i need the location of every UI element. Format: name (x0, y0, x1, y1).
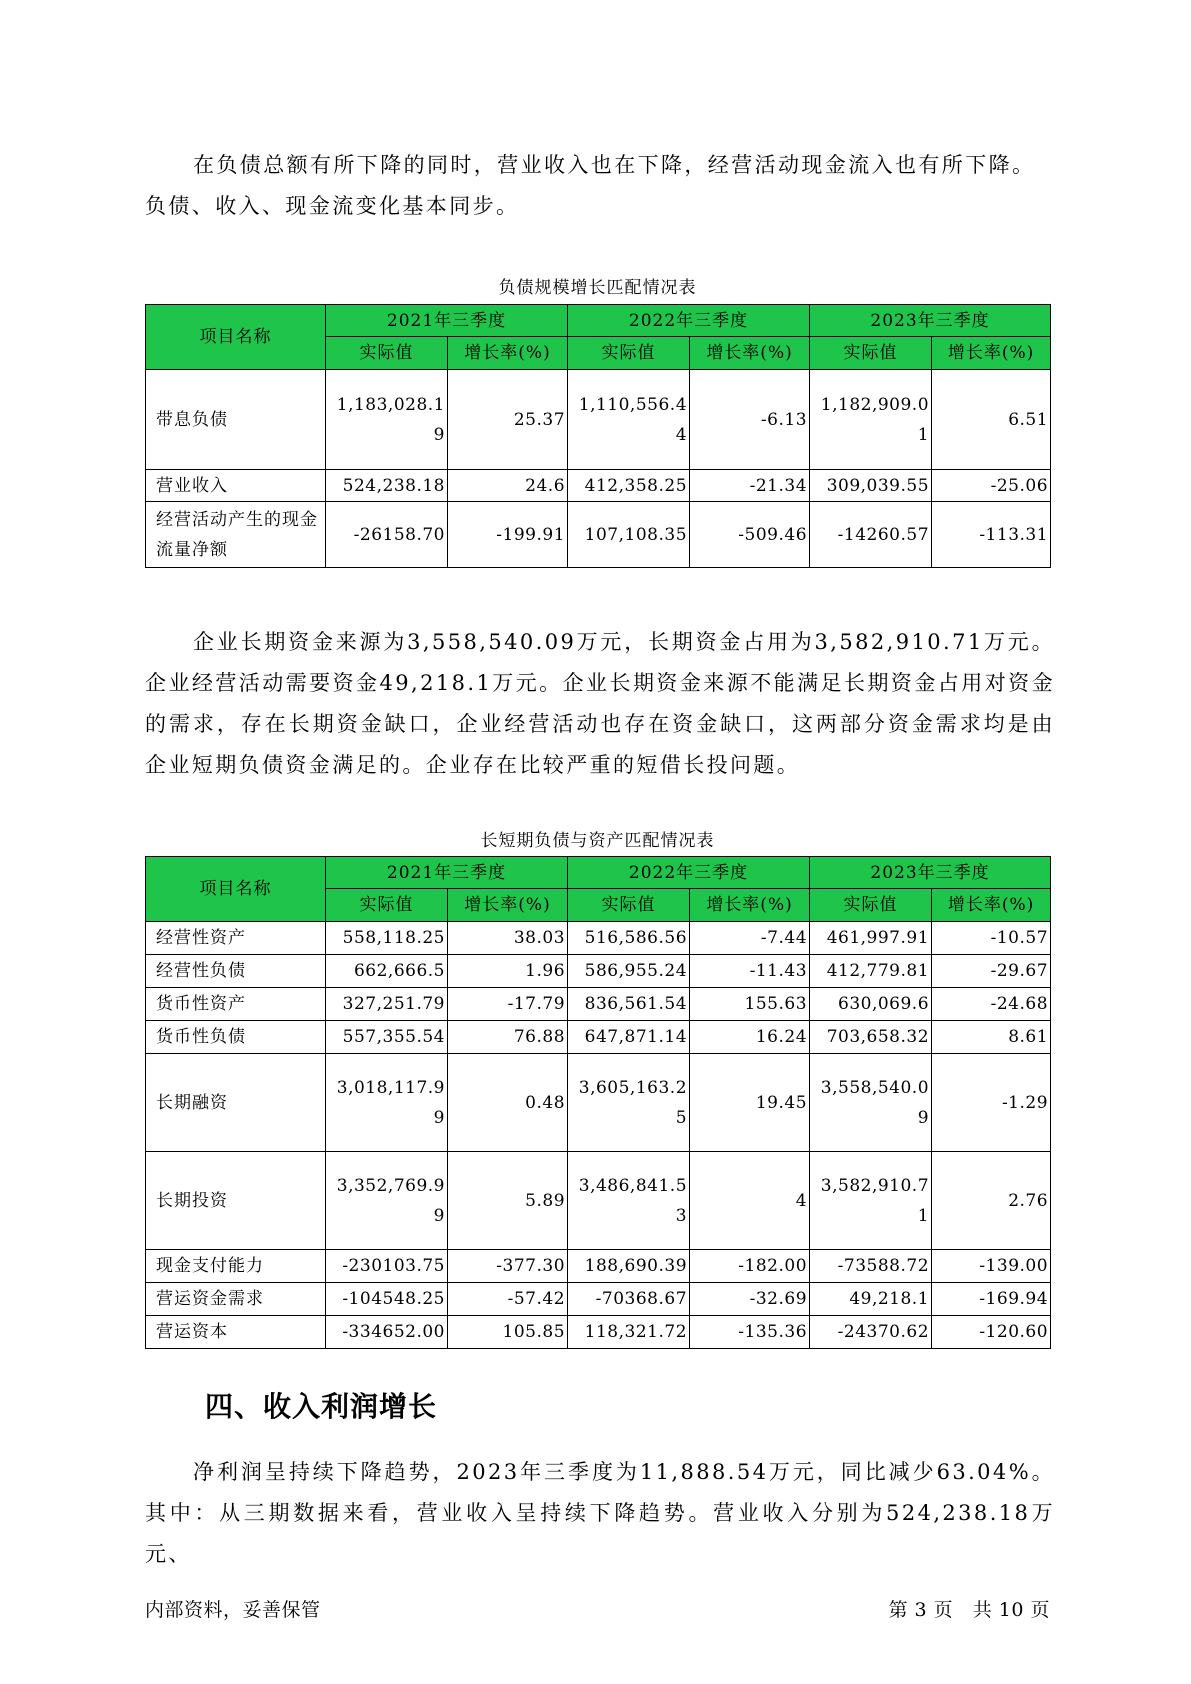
cell-value: -29.67 (932, 955, 1051, 988)
cell-value: 3,558,540.09 (810, 1054, 932, 1152)
cell-value: -7.44 (690, 922, 810, 955)
cell-value: 630,069.6 (810, 988, 932, 1021)
header-period: 2023年三季度 (810, 857, 1051, 889)
cell-value: 662,666.5 (326, 955, 448, 988)
cell-value: 3,582,910.71 (810, 1152, 932, 1250)
cell-value: 309,039.55 (810, 470, 932, 502)
row-label: 长期融资 (146, 1054, 326, 1152)
header-item-name: 项目名称 (146, 305, 326, 370)
cell-value: 412,358.25 (568, 470, 690, 502)
cell-value: 188,690.39 (568, 1250, 690, 1283)
table-row (146, 470, 1051, 502)
cell-value: -169.94 (932, 1283, 1051, 1316)
cell-value: -6.13 (690, 370, 810, 470)
cell-value: -1.29 (932, 1054, 1051, 1152)
cell-value: -182.00 (690, 1250, 810, 1283)
header-period: 2021年三季度 (326, 305, 568, 337)
cell-value: 25.37 (448, 370, 568, 470)
cell-value: -57.42 (448, 1283, 568, 1316)
row-label: 营运资金需求 (146, 1283, 326, 1316)
row-label: 经营性资产 (146, 922, 326, 955)
cell-value: 647,871.14 (568, 1021, 690, 1054)
cell-value: -21.34 (690, 470, 810, 502)
cell-value: 1,182,909.01 (810, 370, 932, 470)
cell-value: 2.76 (932, 1152, 1051, 1250)
cell-value: -32.69 (690, 1283, 810, 1316)
cell-value: 836,561.54 (568, 988, 690, 1021)
header-actual-value: 实际值 (326, 337, 448, 370)
cell-value: 38.03 (448, 922, 568, 955)
cell-value: 557,355.54 (326, 1021, 448, 1054)
footer-confidential-note: 内部资料，妥善保管 (145, 1599, 321, 1621)
row-label: 营业收入 (146, 470, 326, 502)
cell-value: 412,779.81 (810, 955, 932, 988)
cell-value: -113.31 (932, 502, 1051, 568)
table-row (146, 1316, 1051, 1349)
cell-value: -10.57 (932, 922, 1051, 955)
cell-value: 155.63 (690, 988, 810, 1021)
cell-value: -24370.62 (810, 1316, 932, 1349)
table-row (146, 502, 1051, 568)
header-growth-rate: 增长率(%) (690, 337, 810, 370)
row-label: 经营性负债 (146, 955, 326, 988)
cell-value: -334652.00 (326, 1316, 448, 1349)
cell-value: -17.79 (448, 988, 568, 1021)
header-growth-rate: 增长率(%) (932, 337, 1051, 370)
cell-value: 327,251.79 (326, 988, 448, 1021)
section-heading: 四、收入利润增长 (205, 1390, 438, 1423)
cell-value: 1.96 (448, 955, 568, 988)
cell-value: 0.48 (448, 1054, 568, 1152)
cell-value: 1,183,028.19 (326, 370, 448, 470)
row-label: 带息负债 (146, 370, 326, 470)
paragraph-2: 企业长期资金来源为3,558,540.09万元，长期资金占用为3,582,910.71万元。企业经营活动需要资金49,218.1万元。企业长期资金来源不能满足长期资金占用对资金的需求，存在长期资金缺口，企业经营活动也存在资金缺口，这两部分资金需求均是由企业短期负债资金满足的。企业存在比较严重的短借长投问题。 (145, 630, 1055, 777)
header-actual-value: 实际值 (568, 889, 690, 922)
paragraph-1-line-2: 负债、收入、现金流变化基本同步。 (145, 194, 520, 218)
table-row (146, 1054, 1051, 1152)
header-actual-value: 实际值 (810, 337, 932, 370)
header-growth-rate: 增长率(%) (932, 889, 1051, 922)
cell-value: -139.00 (932, 1250, 1051, 1283)
cell-value: -14260.57 (810, 502, 932, 568)
header-actual-value: 实际值 (810, 889, 932, 922)
table-row (146, 955, 1051, 988)
cell-value: 516,586.56 (568, 922, 690, 955)
cell-value: 107,108.35 (568, 502, 690, 568)
cell-value: 105.85 (448, 1316, 568, 1349)
cell-value: 118,321.72 (568, 1316, 690, 1349)
table-row (146, 988, 1051, 1021)
header-actual-value: 实际值 (568, 337, 690, 370)
cell-value: -25.06 (932, 470, 1051, 502)
cell-value: -135.36 (690, 1316, 810, 1349)
liability-asset-matching-table (145, 856, 1051, 1349)
cell-value: 524,238.18 (326, 470, 448, 502)
cell-value: -120.60 (932, 1316, 1051, 1349)
cell-value: 3,605,163.25 (568, 1054, 690, 1152)
cell-value: 76.88 (448, 1021, 568, 1054)
cell-value: 19.45 (690, 1054, 810, 1152)
header-period: 2022年三季度 (568, 857, 810, 889)
paragraph-3: 净利润呈持续下降趋势，2023年三季度为11,888.54万元，同比减少63.04%。其中：从三期数据来看，营业收入呈持续下降趋势。营业收入分别为524,238.18万元、 (145, 1460, 1055, 1566)
row-label: 长期投资 (146, 1152, 326, 1250)
table-row (146, 370, 1051, 470)
header-period: 2022年三季度 (568, 305, 810, 337)
cell-value: 49,218.1 (810, 1283, 932, 1316)
cell-value: -509.46 (690, 502, 810, 568)
cell-value: 558,118.25 (326, 922, 448, 955)
table-row (146, 1250, 1051, 1283)
cell-value: -377.30 (448, 1250, 568, 1283)
row-label: 货币性资产 (146, 988, 326, 1021)
cell-value: -24.68 (932, 988, 1051, 1021)
cell-value: -11.43 (690, 955, 810, 988)
row-label: 营运资本 (146, 1316, 326, 1349)
row-label: 经营活动产生的现金流量净额 (146, 502, 326, 568)
cell-value: 703,658.32 (810, 1021, 932, 1054)
cell-value: 24.6 (448, 470, 568, 502)
table-row (146, 922, 1051, 955)
cell-value: 3,352,769.99 (326, 1152, 448, 1250)
header-growth-rate: 增长率(%) (448, 337, 568, 370)
cell-value: -26158.70 (326, 502, 448, 568)
row-label: 现金支付能力 (146, 1250, 326, 1283)
cell-value: 6.51 (932, 370, 1051, 470)
table-row (146, 1021, 1051, 1054)
cell-value: 16.24 (690, 1021, 810, 1054)
cell-value: 1,110,556.44 (568, 370, 690, 470)
header-growth-rate: 增长率(%) (690, 889, 810, 922)
cell-value: 8.61 (932, 1021, 1051, 1054)
header-period: 2021年三季度 (326, 857, 568, 889)
paragraph-1-line-1: 在负债总额有所下降的同时，营业收入也在下降，经营活动现金流入也有所下降。 (193, 153, 1036, 177)
cell-value: -199.91 (448, 502, 568, 568)
liability-scale-table (145, 304, 1051, 568)
table-row (146, 1283, 1051, 1316)
cell-value: -104548.25 (326, 1283, 448, 1316)
table-row (146, 1152, 1051, 1250)
row-label: 货币性负债 (146, 1021, 326, 1054)
cell-value: 5.89 (448, 1152, 568, 1250)
cell-value: 586,955.24 (568, 955, 690, 988)
cell-value: 4 (690, 1152, 810, 1250)
table-2-caption: 长短期负债与资产匹配情况表 (480, 831, 715, 851)
cell-value: 3,486,841.53 (568, 1152, 690, 1250)
header-period: 2023年三季度 (810, 305, 1051, 337)
cell-value: 3,018,117.99 (326, 1054, 448, 1152)
cell-value: -70368.67 (568, 1283, 690, 1316)
cell-value: -73588.72 (810, 1250, 932, 1283)
header-item-name: 项目名称 (146, 857, 326, 922)
footer-page-number: 第 3 页 共 10 页 (888, 1599, 1050, 1621)
header-growth-rate: 增长率(%) (448, 889, 568, 922)
cell-value: -230103.75 (326, 1250, 448, 1283)
cell-value: 461,997.91 (810, 922, 932, 955)
header-actual-value: 实际值 (326, 889, 448, 922)
table-1-caption: 负债规模增长匹配情况表 (498, 278, 697, 298)
